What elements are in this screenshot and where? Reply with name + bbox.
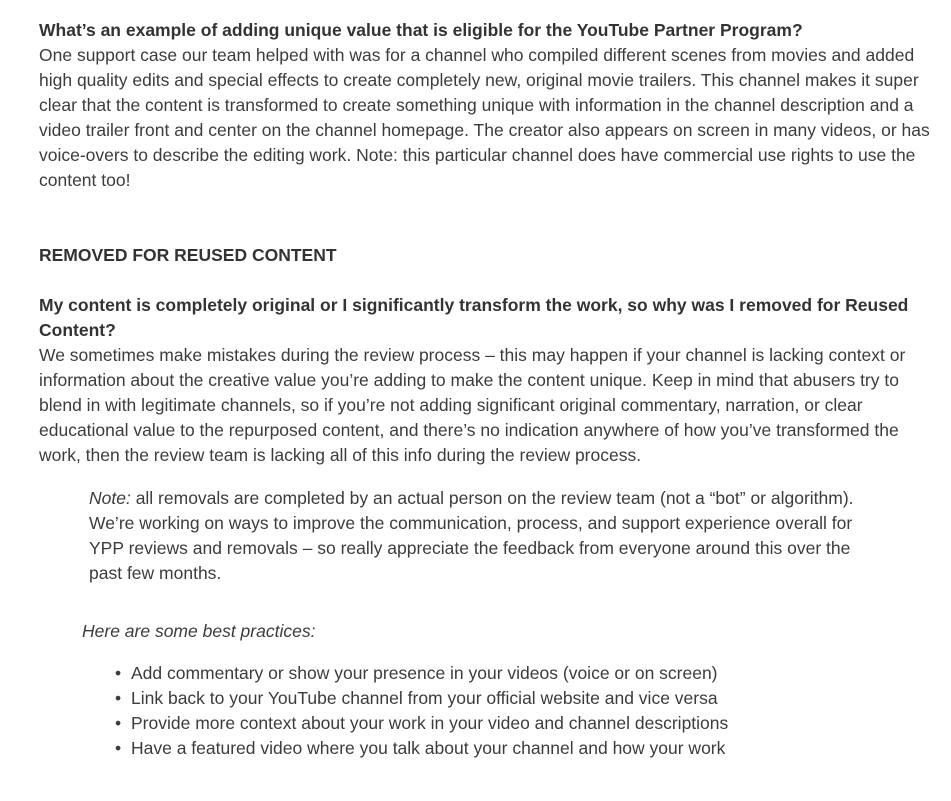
faq-question-reused-content: My content is completely original or I significantly transform the work, so why was I removed for Reused Content? <box>39 295 909 340</box>
faq-question-eligibility: What’s an example of adding unique value that is eligible for the YouTube Partner Program? <box>39 20 803 40</box>
bullet-icon: • <box>115 738 122 758</box>
list-item <box>0 736 728 761</box>
faq-answer-reused-content: We sometimes make mistakes during the review process – this may happen if your channel is lacking context or information about the creative value you’re adding to make the content unique. Keep in mind that abusers try to blend in with legitimate channels, so if you’re not adding significant original commentary, narration, or clear educational value to the repurposed content, and there’s no indication anywhere of how you’ve transformed the work, then the review team is lacking all of this info during the review process. <box>39 345 906 465</box>
faq-section-eligibility <box>39 18 934 193</box>
list-item <box>0 686 728 711</box>
best-practices-intro: Here are some best practices: <box>82 621 316 641</box>
bullet-icon: • <box>115 713 122 733</box>
faq-section-reused-content <box>39 293 919 468</box>
bullet-icon: • <box>115 663 122 683</box>
list-item-text: Link back to your YouTube channel from your official website and vice versa <box>131 688 718 708</box>
best-practices-list <box>0 661 728 761</box>
list-item <box>0 661 728 686</box>
bullet-icon: • <box>115 688 122 708</box>
faq-answer-eligibility: One support case our team helped with was for a channel who compiled different scenes from movies and added high quality edits and special effects to create completely new, original movie trailers. This channel makes it super clear that the content is transformed to create something unique with information in the channel description and a video trailer front and center on the channel homepage. The creator also appears on screen in many videos, or has voice-overs to describe the editing work. Note: this particular channel does have commercial use rights to use the content too! <box>39 45 930 190</box>
list-item-text: Add commentary or show your presence in your videos (voice or on screen) <box>131 663 718 683</box>
list-item <box>0 711 728 736</box>
note-label: Note: <box>89 488 131 508</box>
note-text: all removals are completed by an actual person on the review team (not a “bot” or algorithm). We’re working on ways to improve the communication, process, and support experience overall for YPP reviews and removals – so really appreciate the feedback from everyone around this over the past few months. <box>89 488 854 583</box>
section-heading-reused-content: REMOVED FOR REUSED CONTENT <box>39 245 337 265</box>
note-block <box>89 486 869 586</box>
list-item-text: Provide more context about your work in your video and channel descriptions <box>131 713 729 733</box>
list-item-text: Have a featured video where you talk about your channel and how your work <box>131 738 726 758</box>
